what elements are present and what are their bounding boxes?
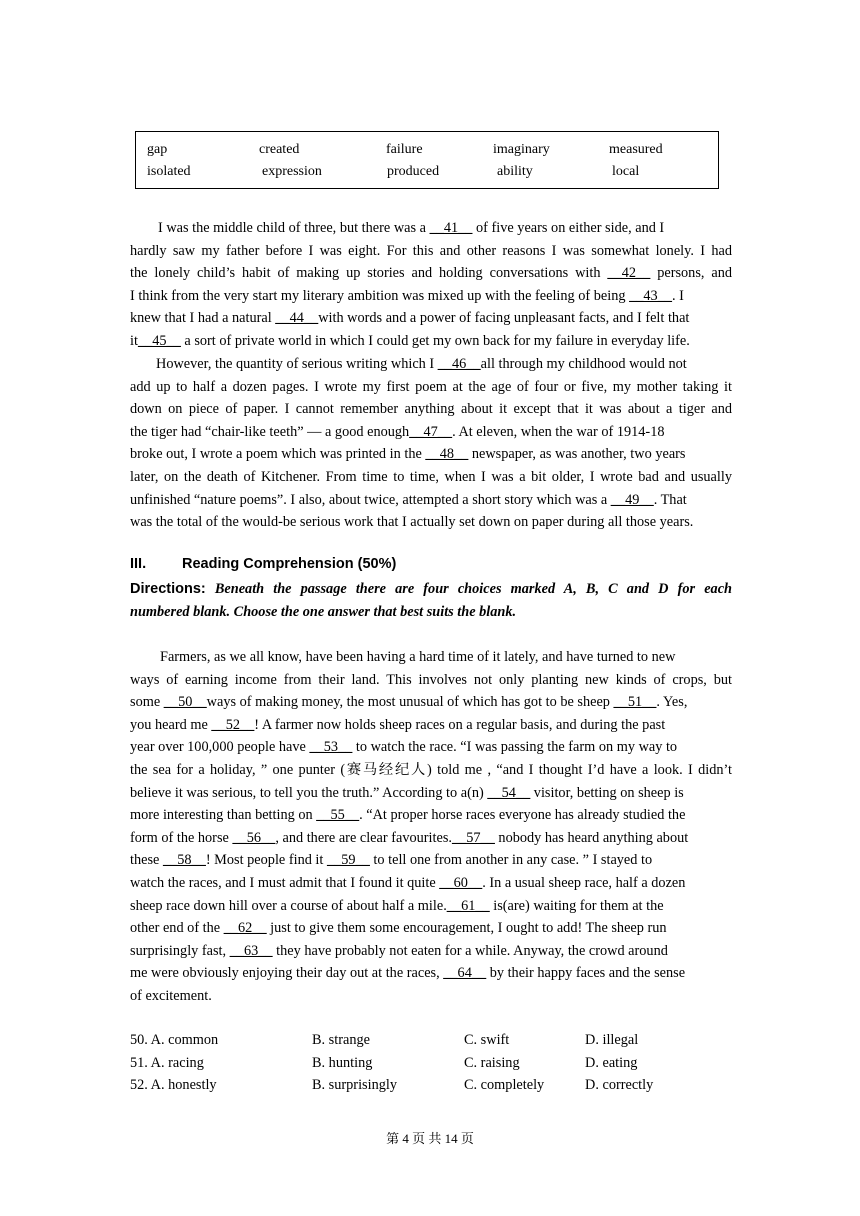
text: unfinished “nature poems”. I also, about twice, attempted a short story which was a [130,491,611,508]
option-b: B. strange [312,1032,370,1048]
blank-64: __64__ [443,965,487,982]
blank-46: __46__ [437,356,481,372]
blank-53: __53__ [309,739,353,756]
blank-42: __42__ [607,265,651,282]
text-line [130,940,732,963]
blank-58: __58__ [162,852,206,869]
text: believe it was serious, to tell you the truth.” According to a(n) [130,784,488,801]
text: by their happy faces and the sense [486,965,686,982]
blank-61: __61__ [446,897,490,914]
text-line [130,217,732,240]
word-bank-item: failure [386,142,423,157]
text: ways of making money, the most unusual of which has got to be sheep [206,694,614,711]
text: watch the races, and I must admit that I found it quite [130,874,440,891]
text: nobody has heard anything about [494,829,689,846]
option-row [130,1029,732,1052]
text: some [130,694,164,711]
blank-56: __56__ [232,829,276,846]
text-line: the sea for a holiday, ” one punter (赛马经纪人) told me , “and I thought I’d have a look. I didn’t [130,761,732,778]
text: . At eleven, when the war of 1914-18 [452,423,665,440]
text: of five years on either side, and I [472,220,665,236]
word-bank-box [135,131,719,189]
text-line [130,849,732,872]
word-bank-item: expression [262,164,322,179]
text: year over 100,000 people have [130,739,310,756]
word-bank-item: gap [147,142,168,157]
text: ! A farmer now holds sheep races on a regular basis, and during the past [254,716,666,733]
text: is(are) waiting for them at the [489,897,664,914]
blank-62: __62__ [223,920,267,937]
text-line [130,782,732,805]
answer-options [130,1029,732,1097]
word-bank-item: imaginary [493,142,550,157]
text-line [130,578,732,601]
text: broke out, I wrote a poem which was printed in the [130,446,426,463]
text-line [130,285,732,308]
blank-43: __43__ [629,287,672,304]
option-row [130,1052,732,1075]
text: knew that I had a natural [130,310,276,327]
word-bank-item: measured [609,142,663,157]
option-b: B. hunting [312,1054,373,1071]
text: more interesting than betting on [130,807,317,824]
text: However, the quantity of serious writing which I [156,356,438,372]
text: I think from the very start my literary ambition was mixed up with the feeling of being [130,287,630,304]
text-line [130,895,732,918]
text: just to give them some encouragement, I ought to add! The sheep run [266,920,667,937]
word-bank-item: ability [497,164,533,179]
option-c: C. raising [464,1054,520,1071]
blank-60: __60__ [439,874,483,891]
blank-59: __59__ [326,852,370,869]
blank-47: __47__ [409,423,453,440]
text: . “At proper horse races everyone has already studied the [359,807,686,824]
text: the tiger had “chair-like teeth” — a good enough [130,423,410,440]
section-heading [130,556,396,572]
option-a: 52. A. honestly [130,1077,217,1094]
option-c: C. swift [464,1032,510,1048]
text-line [130,307,732,330]
directions-label: Directions: [130,581,206,597]
blank-57: __57__ [451,829,495,846]
text-line [130,962,732,985]
directions-text: numbered blank. Choose the one answer that best suits the blank. [130,603,517,620]
reading-passage [130,646,732,1008]
option-b: B. surprisingly [312,1077,397,1094]
option-d: D. eating [585,1054,638,1071]
text: visitor, betting on sheep is [530,784,684,801]
directions [130,578,732,623]
text-line [130,421,732,444]
text-line: was the total of the would-be serious work that I actually set down on paper during all those years. [130,514,694,531]
text: I was the middle child of three, but there was a [158,220,430,236]
blank-63: __63__ [229,942,273,959]
text-line [130,827,732,850]
text: newspaper, as was another, two years [468,446,686,463]
blank-54: __54__ [487,784,531,801]
word-bank-item: local [612,164,640,179]
text: other end of the [130,920,224,937]
text-line [130,443,732,466]
blank-44: __44__ [275,310,319,327]
text: me were obviously enjoying their day out at the races, [130,965,444,982]
text-line [130,872,732,895]
page-footer: 第 4 页 共 14 页 [386,1131,474,1146]
blank-49: __49__ [610,491,654,508]
text: you heard me [130,716,212,733]
text: surprisingly fast, [130,942,230,959]
text: , and there are clear favourites. [275,829,452,846]
text-line: hardly saw my father before I was eight. For this and other reasons I was somewhat lonely. I had [130,242,732,259]
text-line [130,736,732,759]
option-c: C. completely [464,1077,545,1094]
option-a: 50. A. common [130,1032,219,1048]
option-d: D. illegal [585,1032,639,1048]
text: . In a usual sheep race, half a dozen [482,874,686,891]
option-row [130,1074,732,1097]
blank-50: __50__ [163,694,207,711]
directions-text: Beneath the passage there are four choices marked A, B, C and D for each [214,581,732,597]
option-a: 51. A. racing [130,1054,204,1071]
text: to watch the race. “I was passing the farm on my way to [352,739,678,756]
text-line [130,691,732,714]
text-line [130,714,732,737]
section-number: III. [130,556,147,572]
text-line: add up to half a dozen pages. I wrote my first poem at the age of four or five, my mother taking it [130,378,732,395]
text: they have probably not eaten for a while. Anyway, the crowd around [272,942,668,959]
text-line [130,330,732,353]
text-line [130,489,732,512]
text-line [130,262,732,285]
text: it [130,332,138,349]
text: sheep race down hill over a course of about half a mile. [130,897,447,914]
text: persons, and [650,265,732,282]
blank-48: __48__ [425,446,469,463]
text: to tell one from another in any case. ” I stayed to [369,852,653,869]
text-line: ways of earning income from their land. This involves not only planting new kinds of crops, but [130,671,732,688]
text: . Yes, [656,694,688,711]
text-line [130,917,732,940]
text-line [130,353,732,376]
text-line: down on piece of paper. I cannot remember anything about it except that it was about a tiger and [130,401,732,418]
blank-41: __41__ [429,220,473,236]
blank-55: __55__ [316,807,360,824]
text-line: later, on the death of Kitchener. From time to time, when I was a bit older, I wrote bad and usually [130,468,732,485]
text: these [130,852,163,869]
section-title: Reading Comprehension (50%) [182,556,397,572]
word-bank-item: created [259,142,300,157]
blank-51: __51__ [613,694,657,711]
text: the lonely child’s habit of making up stories and holding conversations with [130,265,608,282]
cloze-paragraph-1 [130,217,732,353]
text: form of the horse [130,829,233,846]
text: with words and a power of facing unpleasant facts, and I felt that [318,310,690,327]
text-line [130,804,732,827]
text-line: of excitement. [130,987,212,1004]
text: all through my childhood would not [480,356,687,372]
text-line: Farmers, as we all know, have been having a hard time of it lately, and have turned to new [160,649,676,665]
text: . I [671,287,684,304]
option-d: D. correctly [585,1077,654,1094]
blank-52: __52__ [211,716,255,733]
text: a sort of private world in which I could get my own back for my failure in everyday life. [180,332,690,349]
word-bank-item: produced [387,164,440,179]
blank-45: __45__ [137,332,181,349]
text: . That [653,491,687,508]
cloze-paragraph-2 [130,353,732,534]
text: ! Most people find it [205,852,327,869]
word-bank-item: isolated [147,164,191,179]
